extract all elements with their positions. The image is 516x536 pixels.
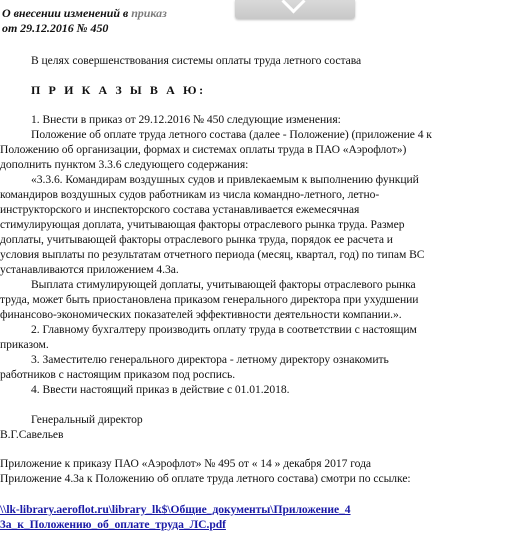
- body-line: финансово-экономических показателей эффективности деятельности компании.».: [0, 308, 402, 321]
- header-title-line2: от 29.12.2016 № 450: [2, 21, 109, 35]
- signer-name: В.Г.Савельев: [0, 428, 64, 441]
- header-title-text: О внесении изменений в: [2, 6, 129, 20]
- header-title-line1: [2, 6, 167, 20]
- body-line: условия выплаты по результатам отчетного периода (месяц, квартал, год) по типам ВС: [0, 248, 425, 261]
- chevron-down-icon[interactable]: [281, 0, 305, 14]
- appendix-link-line1[interactable]: [0, 503, 351, 517]
- body-line: труда, может быть приостановлена приказом генерального директора при ухудшении: [0, 293, 419, 306]
- body-line: работников с настоящим приказом под роспись.: [0, 368, 236, 381]
- body-line: стимулирующая доплата, учитывающая факторы отраслевого рынка труда. Размер: [0, 218, 405, 231]
- body-line: 2. Главному бухгалтеру производить оплату труда в соответствии с настоящим: [31, 323, 417, 336]
- collapse-toolbar-tab[interactable]: [235, 0, 355, 19]
- intro-text: В целях совершенствования системы оплаты труда летного состава: [31, 54, 362, 67]
- header-title-tail: приказ: [131, 6, 167, 20]
- body-line: инструкторского и инспекторского состава устанавливается ежемесячная: [0, 203, 360, 216]
- body-line: Выплата стимулирующей доплаты, учитывающей факторы отраслевого рынка: [31, 278, 416, 291]
- signer-title: Генеральный директор: [31, 413, 143, 426]
- appendix-link-line2[interactable]: [0, 518, 226, 532]
- body-line: дополнить пунктом 3.3.6 следующего содержания:: [0, 158, 249, 171]
- appendix-line: Приложение к приказу ПАО «Аэрофлот» № 495 от « 14 » декабря 2017 года: [0, 457, 372, 470]
- body-line: Положение об оплате труда летного состава (далее - Положение) (приложение 4 к: [31, 128, 432, 141]
- order-heading: П Р И К А З Ы В А Ю:: [31, 83, 206, 97]
- body-line: Положению об организации, формах и системах оплаты труда в ПАО «Аэрофлот»): [0, 143, 407, 156]
- body-line: 1. Внести в приказ от 29.12.2016 № 450 следующие изменения:: [31, 113, 341, 126]
- appendix-link[interactable]: 3а_к_Положению_об_оплате_труда_ЛС.pdf: [0, 518, 226, 531]
- body-line: приказом.: [0, 338, 49, 351]
- appendix-line: Приложение 4.3а к Положению об оплате труда летного состава) смотри по ссылке:: [0, 472, 411, 485]
- body-line: 4. Ввести настоящий приказ в действие с 01.01.2018.: [31, 383, 290, 396]
- body-line: устанавливаются приложением 4.3а.: [0, 263, 179, 276]
- body-line: доплаты, учитывающей факторы отраслевого рынка труда, порядок ее расчета и: [0, 233, 393, 246]
- body-line: 3. Заместителю генерального директора - летному директору ознакомить: [31, 353, 389, 366]
- body-line: «3.3.6. Командирам воздушных судов и привлекаемым к выполнению функций: [31, 173, 419, 186]
- body-line: командиров воздушных судов работникам из числа командно-летного, летно-: [0, 188, 380, 201]
- appendix-link[interactable]: \\lk-library.aeroflot.ru\library_lk$\Общие_документы\Приложение_4: [0, 503, 351, 516]
